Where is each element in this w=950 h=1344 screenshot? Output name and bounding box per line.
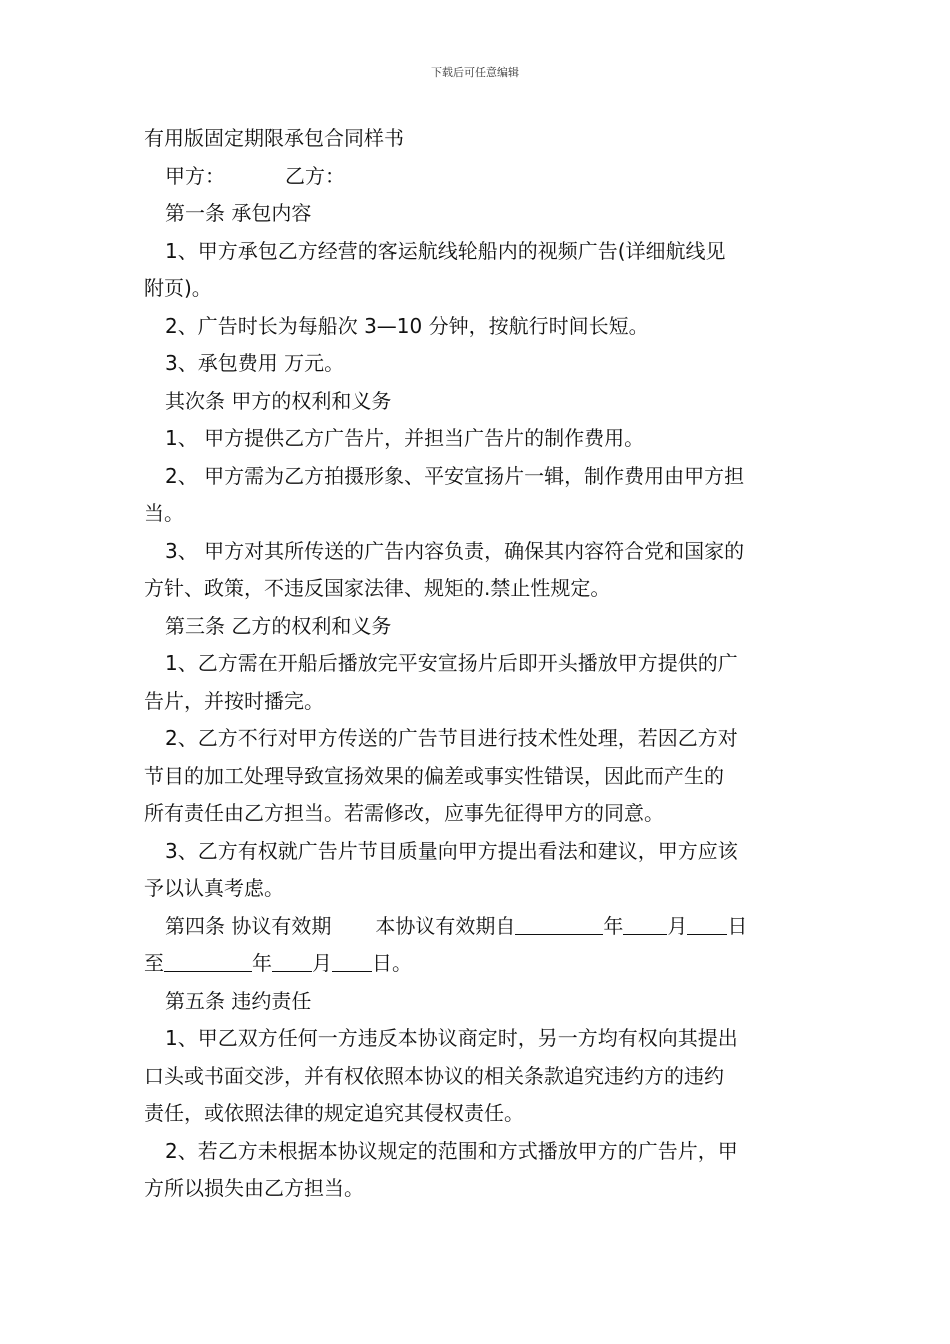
to-label: 至: [144, 951, 164, 975]
year-label: 年: [603, 913, 624, 938]
blank-field: [332, 949, 372, 972]
blank-field: [687, 912, 727, 935]
clause-line: 告片，并按时播完。: [144, 688, 324, 713]
clause-line: 所有责任由乙方担当。若需修改，应事先征得甲方的同意。: [144, 801, 664, 825]
clause-line: 2、若乙方未根据本协议规定的范围和方式播放甲方的广告片，甲: [165, 1138, 738, 1163]
page-header-note: 下载后可任意编辑: [431, 66, 519, 79]
document-title: 有用版固定期限承包合同样书: [144, 126, 404, 150]
clause-line: 方所以损失由乙方担当。: [144, 1176, 364, 1200]
term-text: 本协议有效期自: [375, 913, 516, 938]
article-heading: 其次条 甲方的权利和义务: [165, 388, 392, 413]
term-line-end: [144, 945, 808, 983]
clause-line: 2、广告时长为每船次 3—10 分钟，按航行时间长短。: [165, 313, 649, 338]
clause-line: 1、 甲方提供乙方广告片，并担当广告片的制作费用。: [165, 426, 645, 450]
article-heading: 第三条 乙方的权利和义务: [165, 613, 392, 638]
clause-line: 责任，或依照法律的规定追究其侵权责任。: [144, 1101, 524, 1125]
clause-line: 1、乙方需在开船后播放完平安宣扬片后即开头播放甲方提供的广: [165, 651, 738, 675]
month-label: 月: [667, 913, 688, 938]
article-heading: 第一条 承包内容: [165, 201, 312, 225]
day-label: 日。: [372, 951, 412, 975]
clause-line: 2、 甲方需为乙方拍摄形象、平安宣扬片一辑，制作费用由甲方担: [165, 463, 745, 488]
clause-line: 3、乙方有权就广告片节目质量向甲方提出看法和建议，甲方应该: [165, 838, 738, 863]
party-a-label: 甲方：: [165, 163, 225, 188]
blank-field: [515, 912, 603, 935]
clause-line: 1、甲方承包乙方经营的客运航线轮船内的视频广告(详细航线见: [165, 238, 726, 263]
clause-line: 口头或书面交涉，并有权依照本协议的相关条款追究违约方的违约: [144, 1063, 724, 1088]
contract-document: [144, 120, 808, 1208]
party-b-label: 乙方：: [285, 163, 345, 188]
clause-line: 附页)。: [144, 276, 212, 300]
clause-line: 予以认真考虑。: [144, 876, 284, 900]
parties-line: [144, 158, 808, 196]
clause-line: 2、乙方不行对甲方传送的广告节目进行技术性处理，若因乙方对: [165, 726, 738, 750]
clause-line: 3、 甲方对其所传送的广告内容负责，确保其内容符合党和国家的: [165, 538, 745, 563]
clause-line: 节目的加工处理导致宣扬效果的偏差或事实性错误，因此而产生的: [144, 763, 724, 788]
clause-line: 当。: [144, 501, 184, 525]
article-heading: 第五条 违约责任: [165, 988, 312, 1013]
blank-field: [164, 949, 252, 972]
month-label: 月: [312, 951, 332, 975]
clause-line: 1、甲乙双方任何一方违反本协议商定时，另一方均有权向其提出: [165, 1026, 738, 1050]
clause-line: 方针、政策，不违反国家法律、规矩的.禁止性规定。: [144, 576, 611, 600]
blank-field: [272, 949, 312, 972]
term-line: [144, 908, 808, 946]
clause-line: 3、承包费用 万元。: [165, 351, 345, 375]
year-label: 年: [252, 951, 272, 975]
article-heading: 第四条 协议有效期: [165, 913, 332, 938]
day-label: 日: [727, 913, 748, 938]
blank-field: [623, 912, 667, 935]
